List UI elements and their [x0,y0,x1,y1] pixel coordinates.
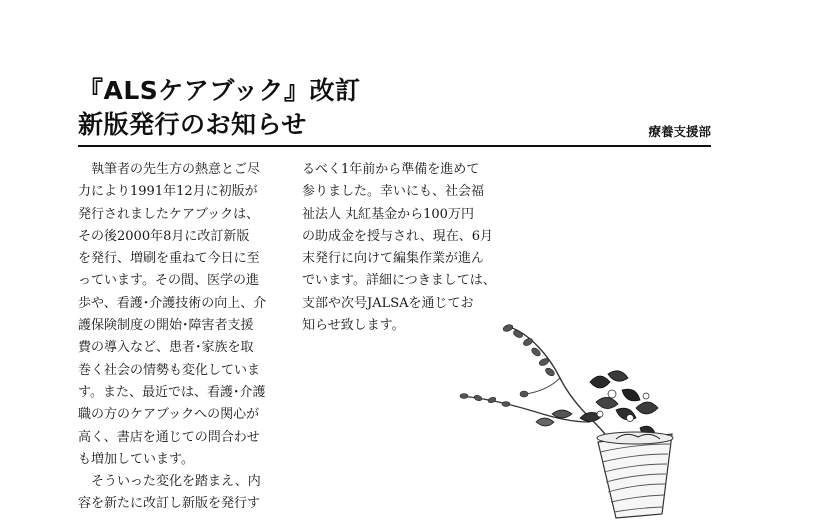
column-2-line: 末発行に向けて編集作業が進ん [302,251,485,267]
column-1-line: そういった変化を踏まえ、内 [78,474,261,490]
column-1-line: 容を新たに改訂し新版を発行す [78,496,261,512]
column-1-line: す。また、最近では、看護･介護 [78,384,266,400]
article-column-1 [78,159,268,516]
column-1-line: も増加しています。 [78,451,194,467]
column-2-line: 支部や次号JALSAを通じてお [302,295,474,311]
column-1-line: 巻く社会の情勢も変化していま [78,362,261,378]
column-2-line: でいます。詳細につきましては、 [302,273,496,289]
column-1-line: っています。その間、医学の進 [78,273,259,289]
column-1-line: 執筆者の先生方の熱意とご尽 [78,162,261,177]
column-1-line: 発行されましたケアブックは、 [78,206,260,222]
column-1-line: 職の方のケアブックへの関心が [78,407,260,423]
department-label: 療養支援部 [648,124,711,139]
column-2-line: るべく1年前から準備を進めて [302,162,480,177]
header-divider [78,145,711,147]
column-1-line: 護保険制度の開始･障害者支援 [78,318,254,334]
column-1-line: 高く、書店を通じての問合わせ [78,429,260,445]
column-1-line: その後2000年8月に改訂新版 [78,228,250,244]
flower-vase-icon [440,318,700,524]
article-column-2 [302,159,502,337]
column-2-line: 祉法人 丸紅基金から100万円 [302,206,474,222]
column-1-line: 費の導入など、患者･家族を取 [78,340,254,356]
column-1-line: 力により1991年12月に初版が [78,184,258,200]
column-2-line: の助成金を授与され、現在、6月 [302,228,494,244]
column-1-line: を発行、増刷を重ねて今日に至 [78,251,260,267]
column-1-line: 歩や、看護･介護技術の向上、介 [78,295,267,311]
column-2-line: 参りました。幸いにも、社会福 [302,184,485,200]
article-title-line-2: 新版発行のお知らせ [78,110,307,139]
article-title-line-1: 『ALSケアブック』改訂 [78,76,361,105]
column-2-line: 知らせ致します。 [302,318,405,334]
